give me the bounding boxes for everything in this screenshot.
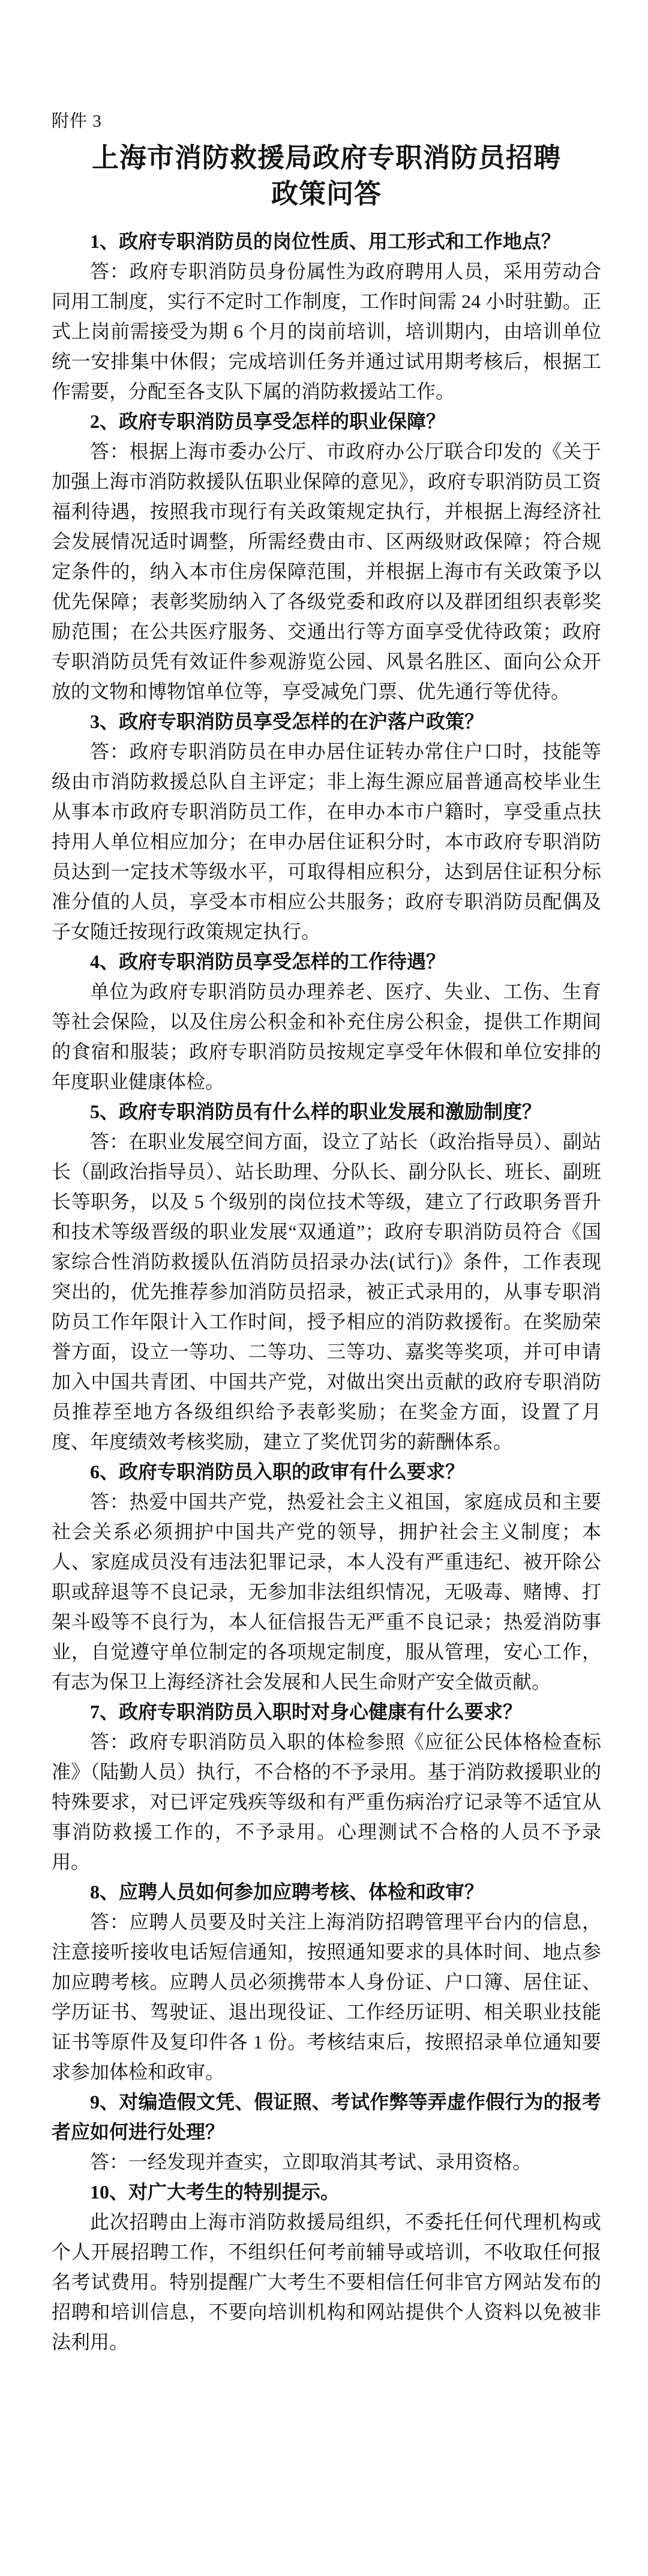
answer-paragraph-9: 答：一经发现并查实，立即取消其考试、录用资格。 (90, 2151, 532, 2173)
document-title-line2: 政策问答 (271, 179, 382, 209)
question-paragraph-8: 8、应聘人员如何参加应聘考核、体检和政审？ (90, 1881, 484, 1903)
document-title-line1: 上海市消防救援局政府专职消防员招聘 (91, 143, 561, 173)
answer-paragraph-2: 答：根据上海市委办公厅、市政府办公厅联合印发的《关于加强上海市消防救援队伍职业保障的意见》，政府专职消防员工资福利待遇，按照我市现行有关政策规定执行，并根据上海经济社会发展情况适时调整，所需经费由市、区两级财政保障；符合规定条件的，纳入本市住房保障范围，并根据上海市有关政策予以优先保障；表彰奖励纳入了各级党委和政府以及群团组织表彰奖励范围；在公共医疗服务、交通出行等方面享受优待政策；政府专职消防员凭有效证件参观游览公园、风景名胜区、面向公众开放的文物和博物馆单位等，享受减免门票、优先通行等优待。 (52, 441, 601, 702)
answer-paragraph-8: 答：应聘人员要及时关注上海消防招聘管理平台内的信息，注意接听接收电话短信通知，按照通知要求的具体时间、地点参加应聘考核。应聘人员必须携带本人身份证、户口簿、居住证、学历证书、驾驶证、退出现役证、工作经历证明、相关职业技能证书等原件及复印件各 1 份。考核结束后，按照招录单位通知要求参加体检和政审。 (52, 1911, 601, 2083)
attachment-label: 附件 3 (52, 112, 102, 131)
question-paragraph-2: 2、政府专职消防员享受怎样的职业保障？ (90, 411, 446, 432)
question-paragraph-7: 7、政府专职消防员入职时对身心健康有什么要求？ (90, 1701, 523, 1723)
question-paragraph-3: 3、政府专职消防员享受怎样的在沪落户政策？ (90, 711, 484, 732)
answer-paragraph-10: 此次招聘由上海市消防救援局组织，不委托任何代理机构或个人开展招聘工作，不组织任何考前辅导或培训，不收取任何报名考试费用。特别提醒广大考生不要相信任何非官方网站发布的招聘和培训信息，不要向培训机构和网站提供个人资料以免被非法利用。 (52, 2211, 601, 2353)
answer-paragraph-7: 答：政府专职消防员入职的体检参照《应征公民体格检查标准》（陆勤人员）执行，不合格的不予录用。基于消防救援职业的特殊要求，对已评定残疾等级和有严重伤病治疗记录等不适宜从事消防救援工作的，不予录用。心理测试不合格的人员不予录用。 (52, 1731, 601, 1873)
question-paragraph-6: 6、政府专职消防员入职的政审有什么要求？ (90, 1461, 465, 1482)
question-paragraph-5: 5、政府专职消防员有什么样的职业发展和激励制度？ (90, 1101, 542, 1122)
answer-paragraph-5: 答：在职业发展空间方面，设立了站长（政治指导员）、副站长（副政治指导员）、站长助理、分队长、副分队长、班长、副班长等职务，以及 5 个级别的岗位技术等级，建立了行政职务晋升和技术等级晋级的职业发展“双通道”；政府专职消防员符合《国家综合性消防救援队伍消防员招录办法(试行)》条件，工作表现突出的，优先推荐参加消防员招录，被正式录用的，从事专职消防员工作年限计入工作时间，授予相应的消防救援衔。在奖励荣誉方面，设立一等功、二等功、三等功、嘉奖等奖项，并可申请加入中国共青团、中国共产党，对做出突出贡献的政府专职消防员推荐至地方各级组织给予表彰奖励；在奖金方面，设置了月度、年度绩效考核奖励，建立了奖优罚劣的薪酬体系。 (52, 1131, 601, 1452)
question-paragraph-1: 1、政府专职消防员的岗位性质、用工形式和工作地点？ (90, 230, 561, 252)
document-title (52, 140, 601, 212)
answer-paragraph-4: 单位为政府专职消防员办理养老、医疗、失业、工伤、生育等社会保险，以及住房公积金和补充住房公积金，提供工作期间的食宿和服装；政府专职消防员按规定享受年休假和单位安排的年度职业健康体检。 (52, 981, 601, 1092)
answer-paragraph-3: 答：政府专职消防员在申办居住证转办常住户口时，技能等级由市消防救援总队自主评定；非上海生源应届普通高校毕业生从事本市政府专职消防员工作，在申办本市户籍时，享受重点扶持用人单位相应加分；在申办居住证积分时，本市政府专职消防员达到一定技术等级水平，可取得相应积分，达到居住证积分标准分值的人员，享受本市相应公共服务；政府专职消防员配偶及子女随迁按现行政策规定执行。 (52, 741, 601, 942)
question-paragraph-9: 9、对编造假文凭、假证照、考试作弊等弄虚作假行为的报考者应如何进行处理？ (52, 2091, 601, 2143)
question-paragraph-4: 4、政府专职消防员享受怎样的工作待遇？ (90, 951, 446, 972)
answer-paragraph-6: 答：热爱中国共产党，热爱社会主义祖国，家庭成员和主要社会关系必须拥护中国共产党的领导，拥护社会主义制度；本人、家庭成员没有违法犯罪记录，本人没有严重违纪、被开除公职或辞退等不良记录，无参加非法组织情况，无吸毒、赌博、打架斗殴等不良行为，本人征信报告无严重不良记录；热爱消防事业，自觉遵守单位制定的各项规定制度，服从管理，安心工作，有志为保卫上海经济社会发展和人民生命财产安全做贡献。 (52, 1491, 601, 1693)
qa-list (52, 226, 601, 2357)
answer-paragraph-1: 答：政府专职消防员身份属性为政府聘用人员，采用劳动合同用工制度，实行不定时工作制度，工作时间需 24 小时驻勤。正式上岗前需接受为期 6 个月的岗前培训，培训期内，由培训单位统一安排集中休假；完成培训任务并通过试用期考核后，根据工作需要，分配至各支队下属的消防救援站工作。 (52, 260, 601, 402)
question-paragraph-10: 10、对广大考生的特别提示。 (90, 2181, 340, 2203)
